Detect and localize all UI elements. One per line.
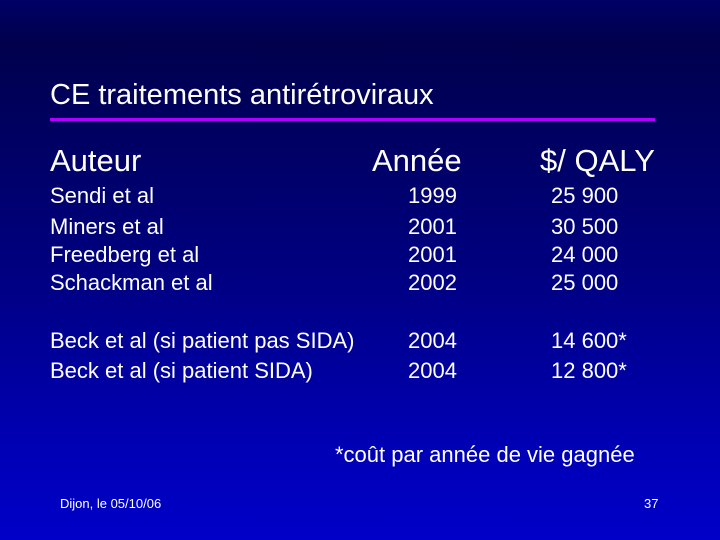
footer-date: Dijon, le 05/10/06 [60, 496, 162, 511]
title-underline [50, 118, 655, 121]
row-author: Schackman et al [50, 270, 213, 295]
header-author: Auteur [50, 143, 142, 178]
row-year: 1999 [408, 183, 457, 208]
row-year: 2002 [408, 270, 457, 295]
row-author: Freedberg et al [50, 242, 200, 267]
row-author: Miners et al [50, 214, 164, 239]
row-cost: 30 500 [551, 214, 619, 239]
header-year: Année [372, 143, 462, 178]
footnote: *coût par année de vie gagnée [335, 442, 635, 467]
row-year: 2001 [408, 214, 457, 239]
row-year: 2004 [408, 328, 457, 353]
header-cost: $/ QALY [540, 143, 655, 178]
row-cost: 25 000 [551, 270, 619, 295]
row-year: 2004 [408, 358, 457, 383]
row-cost: 24 000 [551, 242, 619, 267]
row-cost: 25 900 [551, 183, 619, 208]
row-cost: 14 600* [551, 328, 627, 353]
row-author: Beck et al (si patient SIDA) [50, 358, 313, 383]
row-author: Sendi et al [50, 183, 154, 208]
row-year: 2001 [408, 242, 457, 267]
row-author: Beck et al (si patient pas SIDA) [50, 328, 355, 353]
row-cost: 12 800* [551, 358, 627, 383]
slide-title: CE traitements antirétroviraux [50, 79, 434, 111]
page-number: 37 [644, 496, 659, 511]
